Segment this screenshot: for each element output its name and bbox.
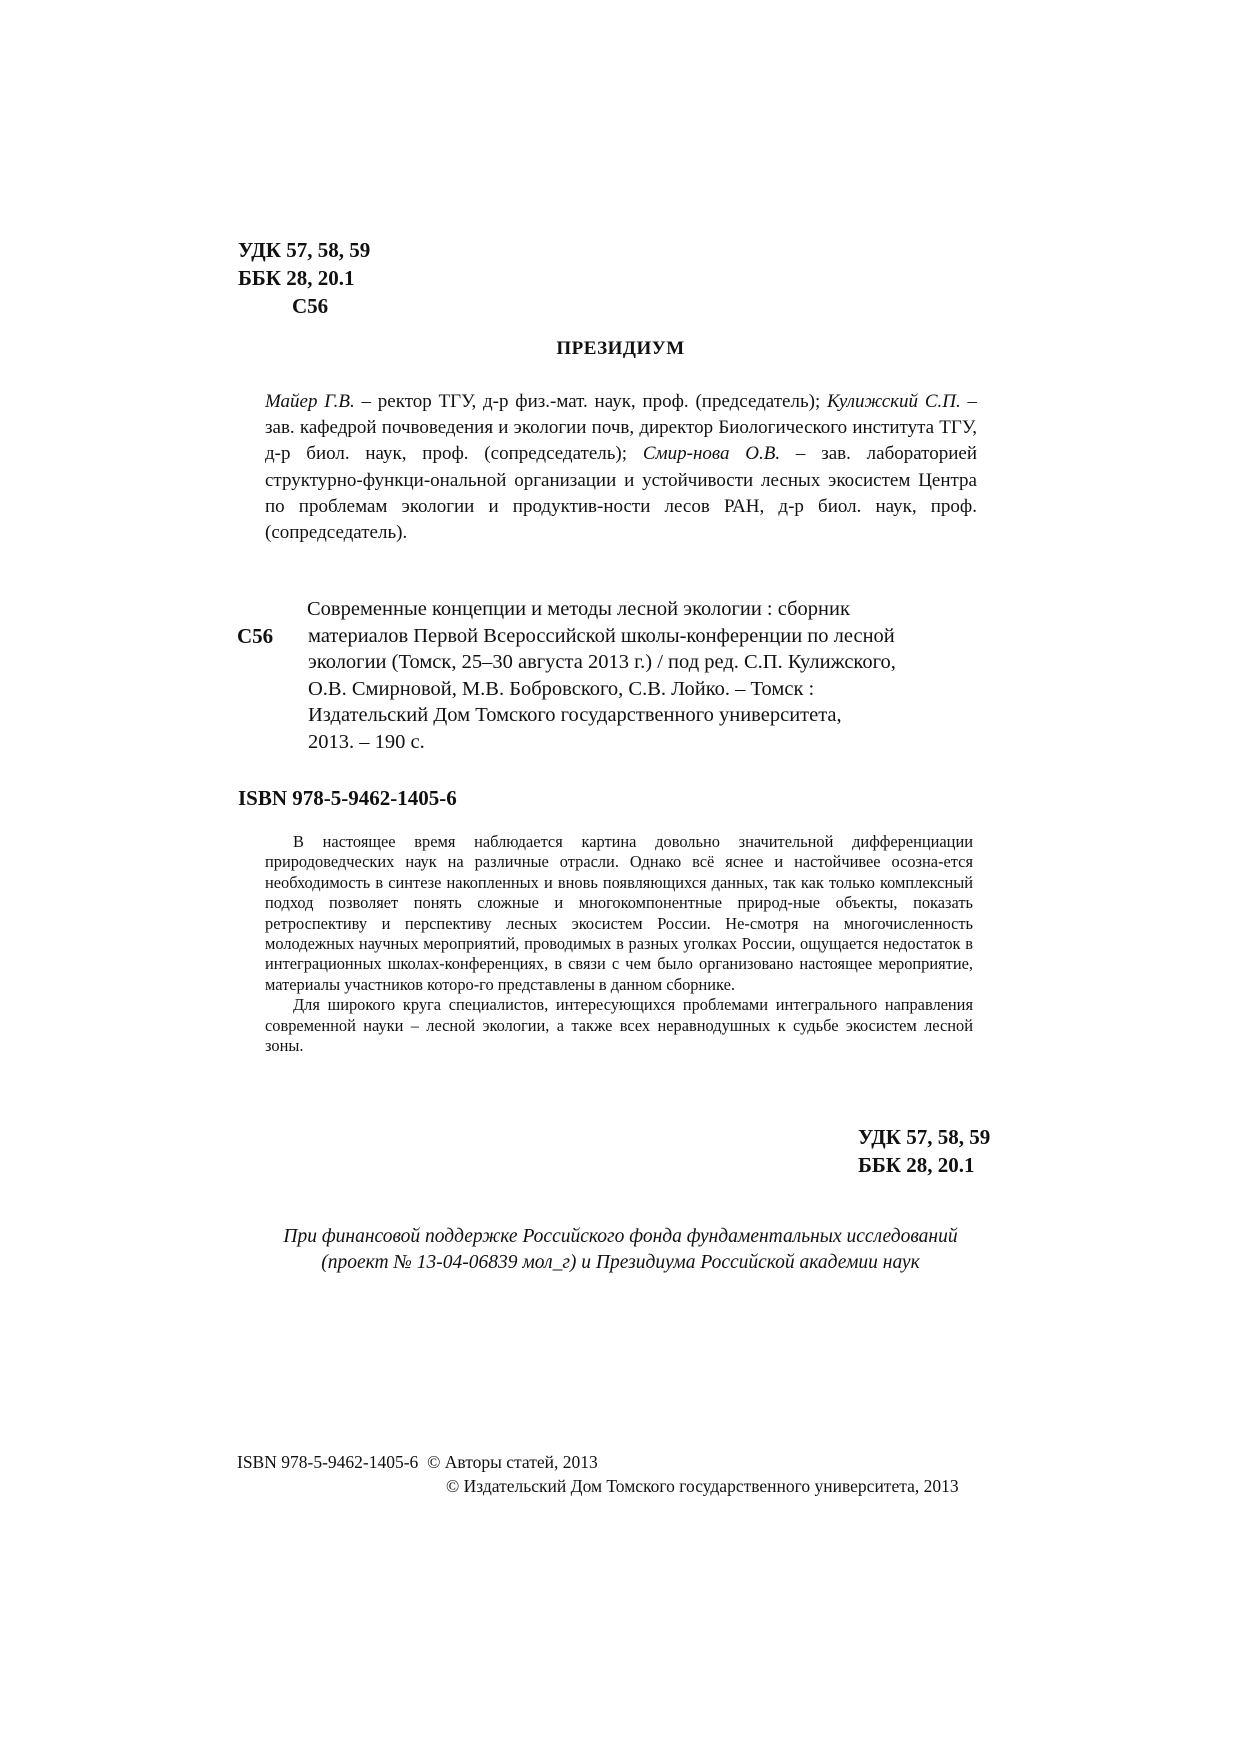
catalog-card-description: [307, 596, 987, 756]
presidium-member-name: Кулижский С.П.: [827, 391, 961, 412]
presidium-member-role: – зав. лабораторией структурно-функци-ональной организации и устойчивости лесных экосистем Центра по проблемам экологии и продуктив-ности лесов РАН, д-р биол. наук, проф. (сопредседатель).: [265, 443, 977, 544]
bottom-classification-codes: [858, 1123, 990, 1179]
catalog-card-line: материалов Первой Всероссийской школы-конференции по лесной: [308, 624, 895, 647]
top-author-mark: С56: [292, 294, 329, 318]
copyright-authors: © Авторы статей, 2013: [427, 1452, 598, 1472]
catalog-card-line: экологии (Томск, 25–30 августа 2013 г.) / под ред. С.П. Кулижского,: [308, 651, 896, 674]
presidium-members: [265, 389, 977, 546]
catalog-card-line: О.В. Смирновой, М.В. Бобровского, С.В. Лойко. – Томск :: [308, 677, 815, 700]
catalog-card-line: Издательский Дом Томского государственного университета,: [308, 704, 842, 727]
bottom-udk-code: УДК 57, 58, 59: [858, 1125, 991, 1149]
copyright-isbn: ISBN 978-5-9462-1405-6: [237, 1452, 419, 1472]
funding-line: (проект № 13-04-06839 мол_г) и Президиума Российской академии наук: [321, 1251, 920, 1273]
presidium-member-name: Майер Г.В.: [265, 391, 355, 412]
catalog-card-line: 2013. – 190 с.: [308, 730, 425, 753]
presidium-member-name: Смир-нова О.В.: [642, 443, 781, 465]
funding-line: При финансовой поддержке Российского фонда фундаментальных исследований: [283, 1226, 958, 1247]
presidium-member-role: – зав. кафедрой почвоведения и экологии почв, директор Биологического института ТГУ, д-р биол. наук, проф. (сопредседатель);: [265, 391, 977, 465]
copyright-publisher: © Издательский Дом Томского государственного университета, 2013: [446, 1475, 959, 1496]
top-classification-codes: [238, 236, 370, 320]
catalog-card-line: Современные концепции и методы лесной экологии : сборник: [307, 598, 850, 620]
annotation-paragraph: В настоящее время наблюдается картина довольно значительной дифференциации природоведческих наук на различные отрасли. Однако всё яснее и настойчивее осозна-ется необходимость в синтезе накопленных и вновь появляющихся данных, так как только комплексный подход позволяет понять сложные и многокомпонентные природ-ные объекты, показать ретроспективу и перспективу лесных экосистем России. Не-смотря на многочисленность молодежных научных мероприятий, проводимых в разных уголках России, ощущается недостаток в интеграционных школах-конференциях, в связи с чем было организовано настоящее мероприятие, материалы участников которо-го представлены в данном сборнике.: [265, 832, 973, 994]
annotation-paragraph: Для широкого круга специалистов, интересующихся проблемами интегрального направления современной науки – лесной экологии, а также всех неравнодушных к судьбе экосистем лесной зоны.: [265, 995, 973, 1056]
annotation: [265, 832, 973, 1056]
top-udk-code: УДК 57, 58, 59: [238, 238, 371, 262]
funding-note: [0, 1224, 1241, 1275]
top-bbk-code: ББК 28, 20.1: [238, 266, 355, 290]
presidium-member-role: – ректор ТГУ, д-р физ.-мат. наук, проф. (председатель);: [354, 391, 828, 412]
catalog-card-code: С56: [237, 624, 274, 648]
presidium-heading: ПРЕЗИДИУМ: [556, 338, 685, 359]
isbn-heading: ISBN 978-5-9462-1405-6: [238, 786, 457, 810]
bottom-bbk-code: ББК 28, 20.1: [858, 1153, 975, 1177]
copyright-block: [237, 1451, 959, 1498]
